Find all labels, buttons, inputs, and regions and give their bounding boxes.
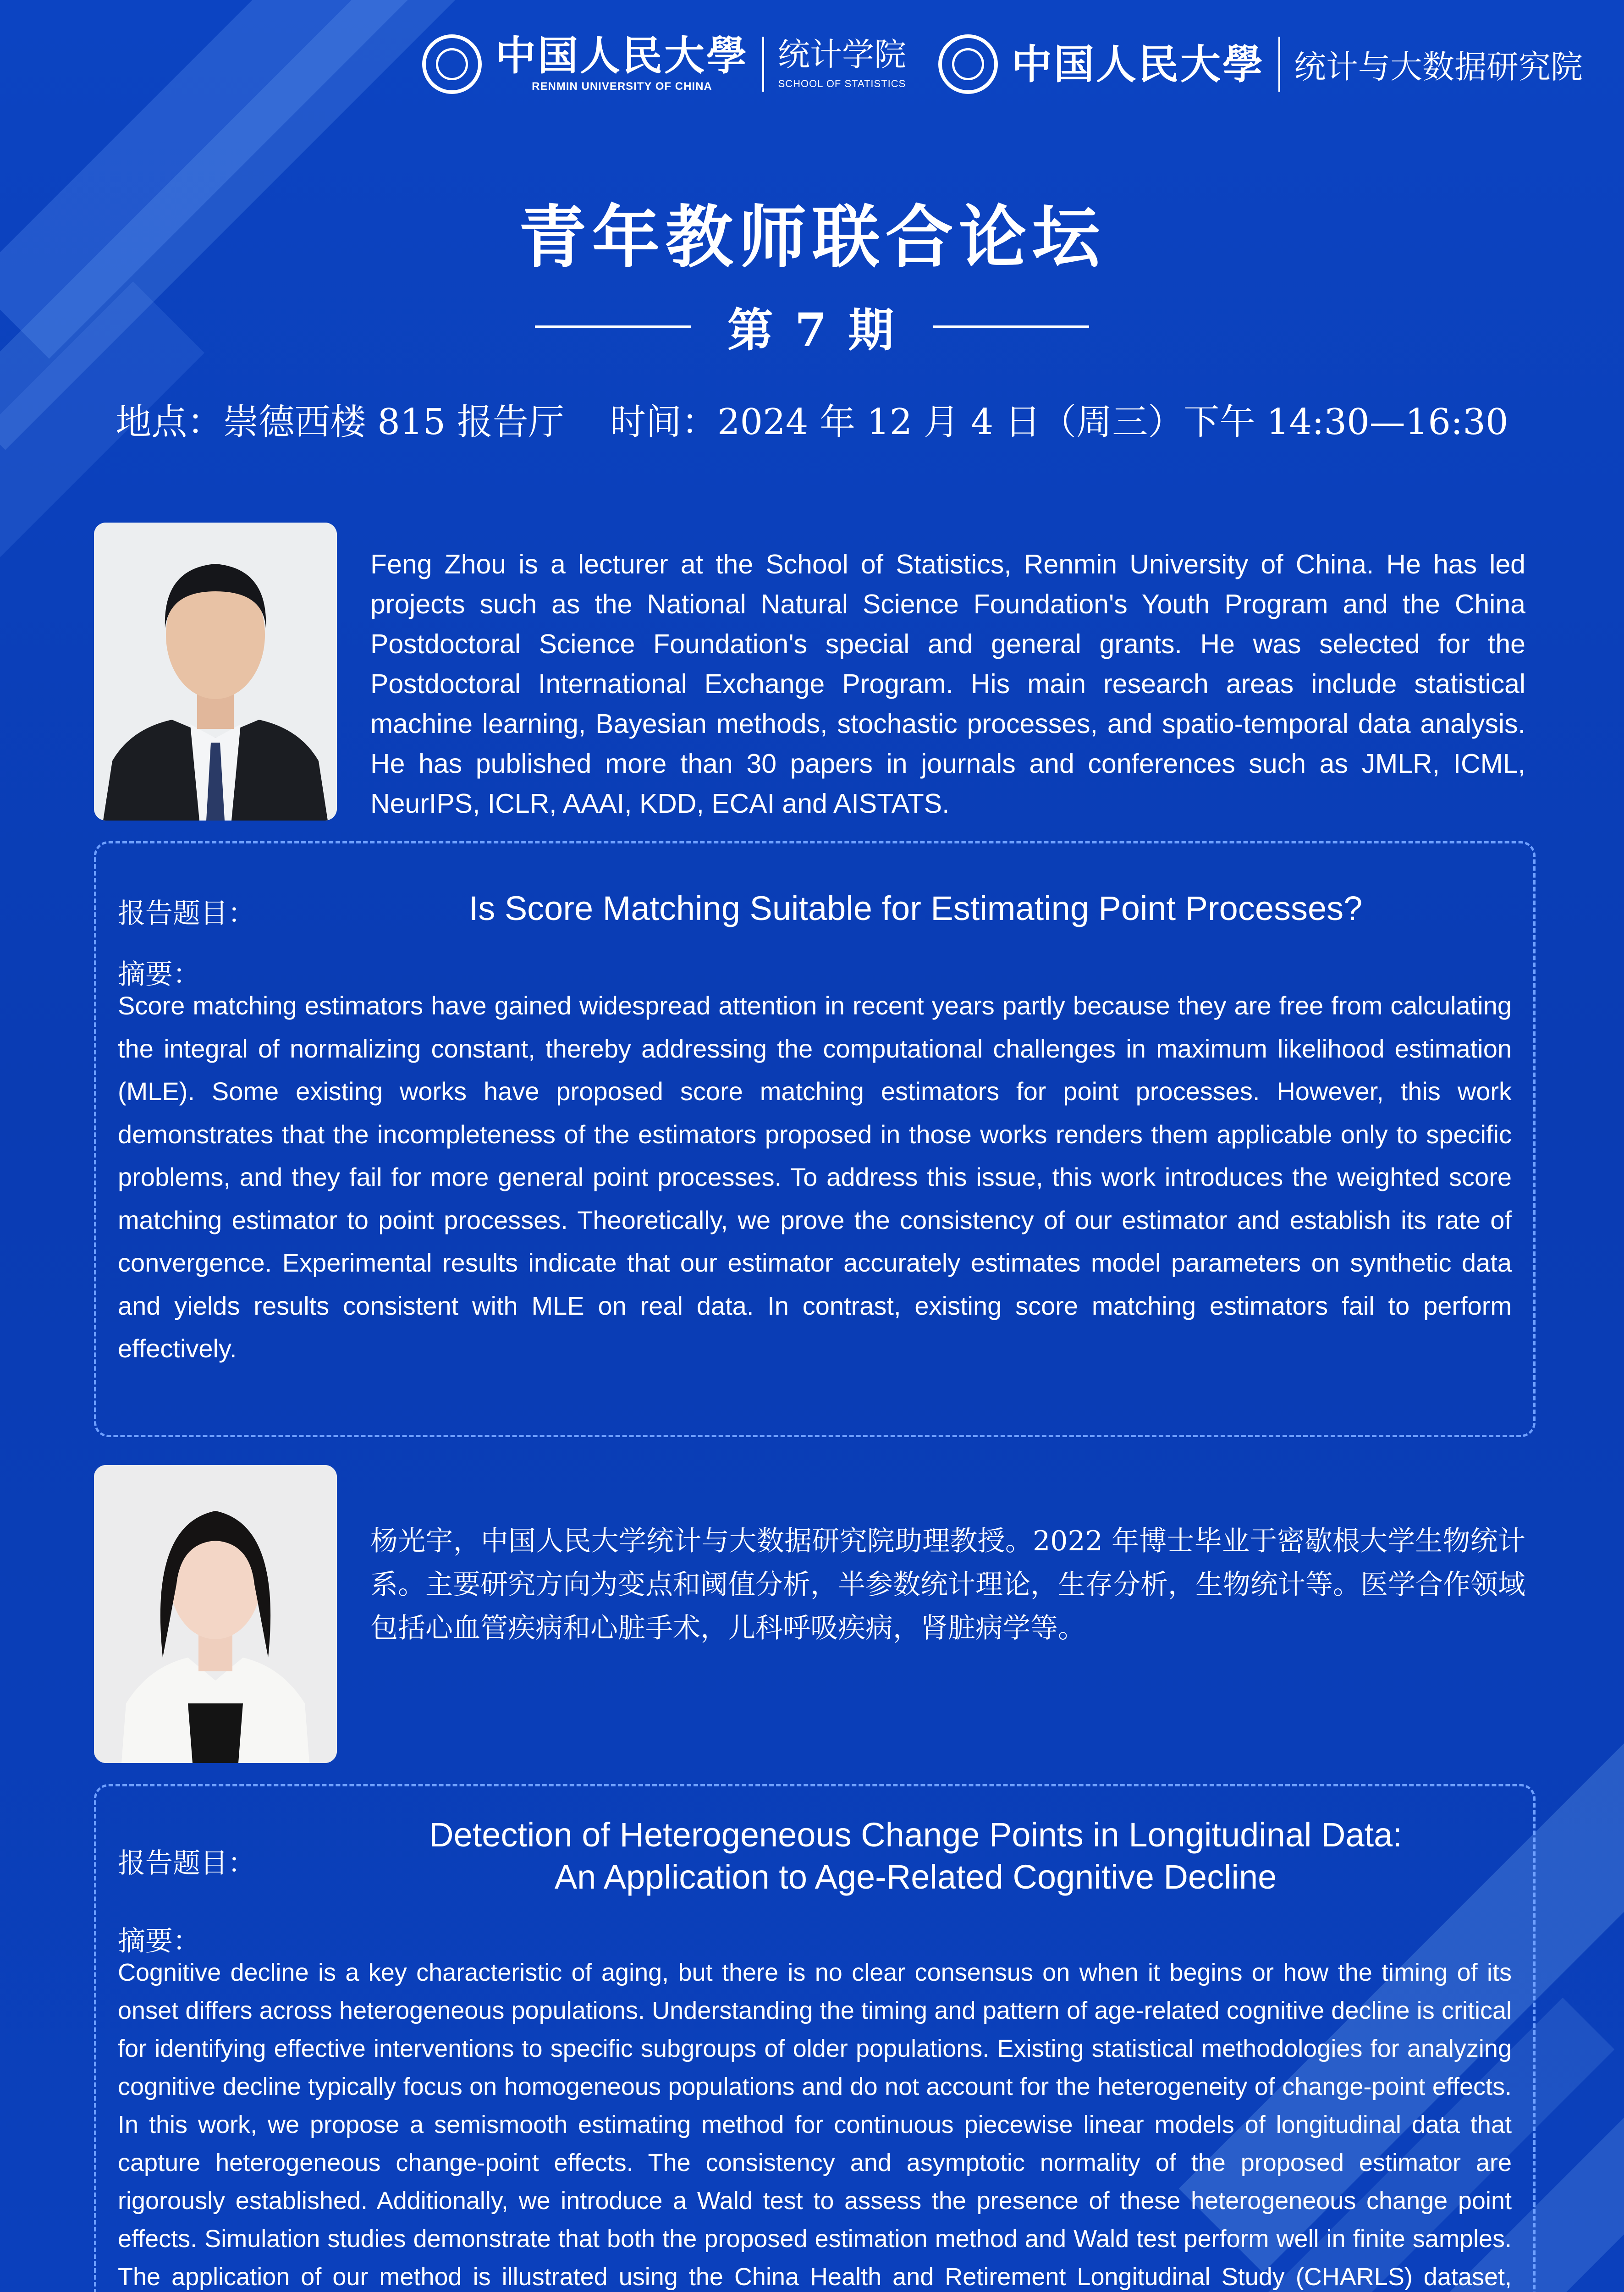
forum-title: 青年教师联合论坛 (518, 197, 1106, 277)
university-name-cn: 中国人民大學 (495, 32, 749, 79)
university-logo-2 (1011, 40, 1265, 88)
talk-2-title-line-2: An Application to Age-Related Cognitive Decline (554, 1858, 1277, 1896)
speaker-1-photo (94, 523, 337, 821)
issue-line-right (933, 325, 1089, 328)
issue-number: 第 7 期 (727, 303, 897, 357)
talk-2-abstract-label: 摘要： (118, 1925, 200, 1957)
speaker-1-bio: Feng Zhou is a lecturer at the School of Statistics, Renmin University of China. He has led projects such as the National Natural Science Foundation's Youth Program and the China Postdoctoral Science Foundation's special and general grants. He was selected for the Postdoctoral International Exchange Program. His main research areas include statistical machine learning, Bayesian methods, stochastic processes, and spatio-temporal data analysis. He has published more than 30 papers in journals and conferences such as JMLR, ICML, NeurIPS, ICLR, AAAI, KDD, ECAI and AISTATS. (370, 549, 1525, 819)
talk-2-title-line-1: Detection of Heterogeneous Change Points in Longitudinal Data: (429, 1816, 1402, 1854)
speaker-2-bio: 杨光宇，中国人民大学统计与大数据研究院助理教授。2022 年博士毕业于密歇根大学生物统计系。主要研究方向为变点和阈值分析，半参数统计理论，生存分析，生物统计等。医学合作领域包括心血管疾病和心脏手术，儿科呼吸疾病，肾脏病学等。 (370, 1525, 1525, 1644)
talk-1-box (94, 841, 1536, 1437)
institute-name: 统计与大数据研究院 (1294, 49, 1583, 85)
talk-1-abstract: Score matching estimators have gained widespread attention in recent years partly because they are free from calculating the integral of normalizing constant, thereby addressing the computational challenges in maximum likelihood estimation (MLE). Some existing works have proposed score matching estimators for point processes. However, this work demonstrates that the incompleteness of the estimators proposed in those works renders them applicable only to specific problems, and they fail for more general point processes. To address this issue, this work introduces the weighted score matching estimator to point processes. Theoretically, we prove the consistency of our estimator and establish its rate of convergence. Experimental results indicate that our estimator accurately estimates model parameters on synthetic data and yields results consistent with MLE on real data. In contrast, existing score matching estimators fail to perform effectively. (118, 991, 1512, 1363)
university-name-en: RENMIN UNIVERSITY OF CHINA (532, 80, 712, 93)
event-time: 时间：2024 年 12 月 4 日（周三）下午 14:30—16:30 (610, 402, 1508, 443)
talk-2-box (94, 1784, 1536, 2292)
school-logo (778, 39, 906, 90)
university-seal-icon (938, 34, 998, 94)
issue-line-left (535, 325, 691, 328)
talk-2-title (325, 1814, 1506, 1898)
talk-1-abstract-label: 摘要： (118, 959, 200, 991)
divider (762, 37, 764, 92)
school-name-en: SCHOOL OF STATISTICS (778, 78, 906, 89)
talk-2-title-label: 报告题目： (118, 1847, 255, 1879)
talk-2-abstract: Cognitive decline is a key characteristic of aging, but there is no clear consensus on when it begins or how the timing of its onset differs across heterogeneous populations. Understanding the timing and pattern of age-related cognitive decline is critical for identifying effective interventions to specific subgroups of older populations. Existing statistical methodologies for analyzing cognitive decline typically focus on homogeneous populations and do not account for the heterogeneity of change-point effects. In this work, we propose a semismooth estimating method for continuous piecewise linear models of longitudinal data that capture heterogeneous change-point effects. The consistency and asymptotic normality of the proposed estimator are rigorously established. Additionally, we introduce a Wald test to assess the presence of these heterogeneous change point effects. Simulation studies demonstrate that both the proposed estimation method and Wald test perform well in finite samples. The application of our method is illustrated using the China Health and Retirement Longitudinal Study (CHARLS) dataset, (118, 1959, 1512, 2291)
school-name-cn: 统计学院 (777, 37, 906, 72)
issue-row (0, 293, 1624, 359)
university-logo (495, 32, 749, 93)
talk-1-title-label: 报告题目： (118, 898, 255, 930)
talk-1-title: Is Score Matching Suitable for Estimating Point Processes? (468, 889, 1363, 927)
venue: 地点：崇德西楼 815 报告厅 (116, 402, 564, 443)
university-seal-icon (422, 34, 482, 94)
university-name-cn-2: 中国人民大學 (1011, 40, 1265, 88)
divider (1278, 37, 1280, 92)
header-logos (422, 28, 1583, 101)
speaker-2-photo (94, 1465, 337, 1763)
event-meta (0, 393, 1624, 445)
